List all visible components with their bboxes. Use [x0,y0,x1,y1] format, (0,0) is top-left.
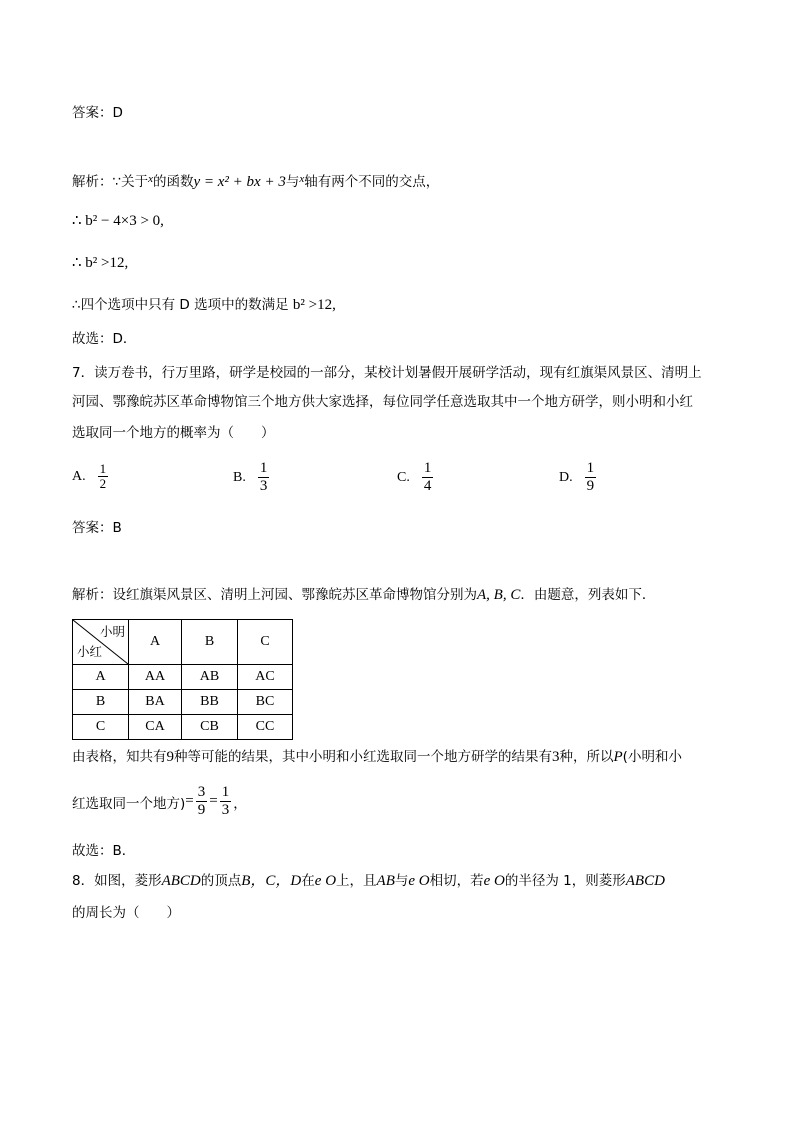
frac-den: 3 [221,802,230,818]
q7-option-d-frac [585,460,597,495]
q7-choose: 故选：B． [72,843,136,859]
q6-function: y = x² + bx + 3 [193,174,286,190]
q7-option-a [72,462,110,491]
q8-part-a: 8．如图，菱形 [72,873,162,889]
q7-total-outcomes: 9 [166,749,174,765]
q7-option-d-label: D. [559,469,573,485]
q7-p: P [613,749,623,765]
frac-num: 1 [99,461,107,476]
q7-result-line1 [72,747,682,767]
corner-bottom-label: 小红 [77,644,103,659]
frac-den: 9 [197,802,206,818]
table-cell: CC [238,715,293,740]
q7-analysis [72,585,655,605]
table-cell: BA [129,690,182,715]
table-row [73,665,293,690]
q8-circle-1: e O [314,873,337,889]
q7-result-end: ， [233,795,247,812]
q6-choose: 故选：D． [72,331,137,347]
frac-num: 1 [259,460,268,476]
q7-result-c: 种，所以 [559,749,614,765]
q7-analysis-suffix: ．由题意，列表如下． [520,587,656,603]
q8-circle-3: e O [483,873,505,889]
col-header: B [182,620,238,665]
q8-part-c: 在 [301,873,315,889]
q6-analysis-end: 轴有两个不同的交点， [304,174,440,190]
q7-option-c-label: C. [397,469,410,485]
frac-num: 1 [221,784,230,800]
col-header: C [238,620,293,665]
table-cell: BC [238,690,293,715]
q8-part-e: 与 [394,873,409,889]
table-cell: AA [129,665,182,690]
q7-eq1: = [185,793,194,809]
q8-line1 [72,871,665,891]
q8-vertices: B，C，D [241,873,302,889]
q7-result-frac2 [220,784,232,819]
q8-part-f: 相切，若 [429,873,484,889]
table-header-row [73,620,293,665]
q7-answer: 答案：B [72,520,122,536]
col-header: A [129,620,182,665]
q7-result-line2-text: 红选取同一个地方) [72,795,186,812]
q6-var-x: x [148,173,153,185]
row-header: C [73,715,129,740]
q7-line2: 河园、鄂豫皖苏区革命博物馆三个地方供大家选择，每位同学任意选取其中一个地方研学，则小明和小红 [72,394,693,410]
q8-ab: AB [376,873,395,889]
q6-analysis-prefix: 解析：∵关于 [72,174,149,190]
frac-den: 3 [259,478,268,494]
q7-option-c [397,460,435,495]
q6-step1: ∴ b² − 4×3 > 0, [72,213,164,229]
q7-result-d: (小明和小 [622,749,682,765]
corner-top-label: 小明 [99,624,125,639]
q6-conclusion-text: ∴四个选项中只有 D 选项中的数满足 [72,297,289,313]
frac-num: 1 [586,460,595,476]
q7-result-frac1 [196,784,208,819]
q7-option-d [559,460,598,495]
frac-den: 2 [99,476,107,491]
frac-num: 1 [423,460,432,476]
frac-num: 3 [197,784,206,800]
q7-analysis-prefix: 解析：设红旗渠风景区、清明上河园、鄂豫皖苏区革命博物馆分别为 [72,587,477,603]
q6-analysis-mid1: 的函数 [152,174,194,190]
frac-den: 4 [423,478,432,494]
q7-line3: 选取同一个地方的概率为（ ） [72,425,275,441]
table-row [73,690,293,715]
q8-part-b: 的顶点 [200,873,242,889]
table-cell: BB [182,690,238,715]
row-header: B [73,690,129,715]
q7-option-a-frac [98,462,109,491]
q6-conclusion [72,295,336,315]
table-cell: CA [129,715,182,740]
table-corner-cell [73,620,129,665]
q7-result-b: 种等可能的结果，其中小明和小红选取同一个地方研学的结果有 [174,749,552,765]
q8-part-d: 上，且 [336,873,377,889]
table-cell: AC [238,665,293,690]
table-row [73,715,293,740]
q6-conclusion-math: b² >12, [292,297,336,313]
q8-line2: 的周长为（ ） [72,905,180,921]
q7-eq2: = [209,793,218,809]
q6-var-x-2: x [299,173,305,185]
q7-option-b-frac [258,460,270,495]
row-header: A [73,665,129,690]
q7-line1: 7．读万卷书，行万里路，研学是校园的一部分，某校计划暑假开展研学活动，现有红旗渠风景区、清明上 [72,365,702,381]
table-cell: CB [182,715,238,740]
q7-result-a: 由表格，知共有 [72,749,167,765]
q7-option-b-label: B. [233,469,246,485]
q7-analysis-vars: A, B, C [477,587,521,603]
q6-step2: ∴ b² >12, [72,255,129,271]
q7-option-b [233,460,271,495]
q8-circle-2: e O [408,873,430,889]
q7-favorable: 3 [552,749,560,765]
q8-abcd: ABCD [161,873,201,889]
q7-option-a-label: A. [72,468,86,484]
frac-den: 9 [586,478,595,494]
q7-option-c-frac [422,460,434,495]
q6-analysis-line [72,169,439,192]
outcome-table [72,619,293,740]
q8-abcd-2: ABCD [625,873,665,889]
q6-analysis-mid2: 与 [285,174,300,190]
q8-part-g: 的半径为 1，则菱形 [504,873,626,889]
q7-result-line2 [72,784,247,819]
q6-answer: 答案：D [72,105,123,121]
table-cell: AB [182,665,238,690]
